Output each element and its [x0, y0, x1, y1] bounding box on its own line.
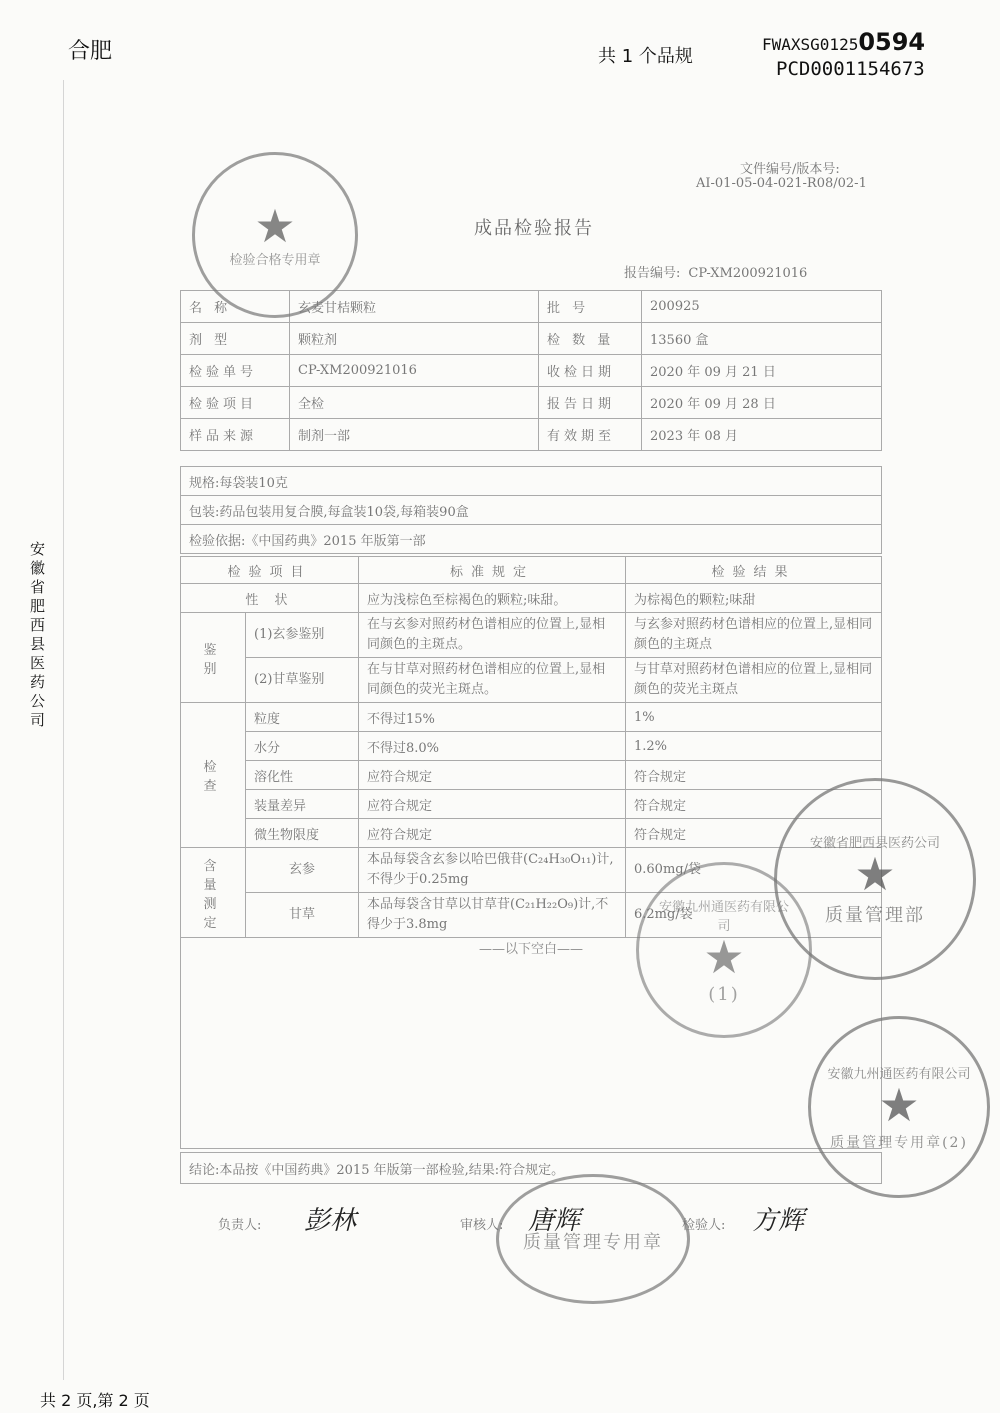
table-row [181, 525, 882, 554]
appearance-std: 应为浅棕色至棕褐色的颗粒;味甜。 [359, 584, 626, 613]
c2-std: 不得过8.0% [359, 732, 626, 761]
inspector-label: 检验人: [682, 1218, 726, 1233]
conclusion-text: 结论:本品按《中国药典》2015 年版第一部检验,结果:符合规定。 [181, 1153, 882, 1184]
header-item: 检验项目 [181, 557, 359, 584]
table-row [181, 355, 882, 387]
inspect-date-value: 2020 年 09 月 21 日 [642, 355, 882, 387]
table-row [181, 732, 882, 761]
item-value: 全检 [290, 387, 539, 419]
inspect-date-label: 收检日期 [539, 355, 642, 387]
c1-res: 1% [626, 703, 882, 732]
c3-label: 溶化性 [246, 761, 359, 790]
header-standard: 标准规定 [359, 557, 626, 584]
form-value: 颗粒剂 [290, 323, 539, 355]
table-row [181, 323, 882, 355]
c3-std: 应符合规定 [359, 761, 626, 790]
stamp-jzt2-name: 安徽九州通医药有限公司 [827, 1066, 971, 1082]
star-icon: ★ [878, 1077, 920, 1132]
a1-res: 0.60mg/袋 [626, 848, 882, 893]
expiry-label: 有效期至 [539, 419, 642, 451]
c2-label: 水分 [246, 732, 359, 761]
table-row [181, 557, 882, 584]
table-row [181, 1153, 882, 1184]
report-no-value: CP-XM200921016 [688, 266, 808, 281]
reviewer-signature: 彭林 [304, 1206, 357, 1236]
expiry-value: 2023 年 08 月 [642, 419, 882, 451]
conclusion-table [180, 1152, 882, 1184]
c5-std: 应符合规定 [359, 819, 626, 848]
file-no: AI-01-05-04-021-R08/02-1 [696, 176, 867, 191]
star-icon: ★ [703, 929, 745, 984]
c4-std: 应符合规定 [359, 790, 626, 819]
appearance-res: 为棕褐色的颗粒;味甜 [626, 584, 882, 613]
table-row [181, 467, 882, 496]
id2-std: 在与甘草对照药材色谱相应的位置上,显相同颜色的荧光主斑点。 [359, 658, 626, 703]
table-row [181, 790, 882, 819]
report-no-label: 报告编号: [624, 266, 681, 281]
id1-res: 与玄参对照药材色谱相应的位置上,显相同颜色的主斑点 [626, 613, 882, 658]
batch-value: 200925 [642, 291, 882, 323]
stamp-jzt2-foot: 质量管理专用章(2) [830, 1134, 968, 1151]
stamp-jzt-2 [808, 1016, 990, 1198]
c4-res: 符合规定 [626, 790, 882, 819]
reviewer-label: 负责人: [218, 1218, 262, 1233]
page-footer: 共 2 页,第 2 页 [40, 1391, 150, 1410]
auditor-signature: 唐辉 [528, 1206, 581, 1236]
qty-value: 13560 盒 [642, 323, 882, 355]
appearance-label: 性 状 [181, 584, 359, 613]
c3-res: 符合规定 [626, 761, 882, 790]
name-label: 名 称 [181, 291, 290, 323]
packing-text: 包装:药品包装用复合膜,每盒装10袋,每箱装90盒 [181, 496, 882, 525]
table-row [181, 703, 882, 732]
header-city: 合肥 [68, 39, 113, 64]
stamp-feixi-name: 安徽省肥西县医药公司 [809, 835, 940, 851]
auditor-label: 审核人: [460, 1218, 504, 1233]
table-row [181, 613, 882, 658]
source-value: 制剂一部 [290, 419, 539, 451]
id1-std: 在与玄参对照药材色谱相应的位置上,显相同颜色的主斑点。 [359, 613, 626, 658]
report-number [624, 262, 807, 281]
table-row [181, 496, 882, 525]
table-row [181, 584, 882, 613]
a2-res: 6.2mg/袋 [626, 893, 882, 938]
c5-res: 符合规定 [626, 819, 882, 848]
c1-label: 粒度 [246, 703, 359, 732]
stamp-inspection-name: 检验合格专用章 [229, 252, 321, 268]
sample-no-value: CP-XM200921016 [290, 355, 539, 387]
table-row [181, 387, 882, 419]
stamp-jzt1-foot: (1) [708, 983, 740, 1005]
stamp-quality-name: 质量管理专用章 [523, 1232, 663, 1253]
identification-group: 鉴 别 [181, 613, 246, 703]
c1-std: 不得过15% [359, 703, 626, 732]
a1-label: 玄参 [246, 848, 359, 893]
a2-std: 本品每袋含甘草以甘草苷(C₂₁H₂₂O₉)计,不得少于3.8mg [359, 893, 626, 938]
header-code-suffix: 0594 [858, 28, 926, 56]
id2-res: 与甘草对照药材色谱相应的位置上,显相同颜色的荧光主斑点 [626, 658, 882, 703]
c2-res: 1.2% [626, 732, 882, 761]
name-value: 玄麦甘桔颗粒 [290, 291, 539, 323]
spec-table [180, 466, 882, 554]
stamp-quality [496, 1174, 690, 1304]
document-title: 成品检验报告 [474, 218, 594, 239]
side-note: 安徽省肥西县医药公司 [30, 540, 46, 729]
id2-label: (2)甘草鉴别 [246, 658, 359, 703]
report-date-value: 2020 年 09 月 28 日 [642, 387, 882, 419]
c4-label: 装量差异 [246, 790, 359, 819]
table-row [181, 419, 882, 451]
batch-label: 批 号 [539, 291, 642, 323]
header-code [762, 28, 925, 56]
stamp-jzt-1 [636, 862, 812, 1038]
item-label: 检验项目 [181, 387, 290, 419]
qty-label: 检 数 量 [539, 323, 642, 355]
sample-no-label: 检验单号 [181, 355, 290, 387]
header-code-prefix: FWAXSG0125 [762, 35, 859, 54]
a2-label: 甘草 [246, 893, 359, 938]
table-row [181, 819, 882, 848]
a1-std: 本品每袋含玄参以哈巴俄苷(C₂₄H₃₀O₁₁)计,不得少于0.25mg [359, 848, 626, 893]
binding-line [63, 80, 64, 1380]
table-row [181, 658, 882, 703]
source-label: 样品来源 [181, 419, 290, 451]
id1-label: (1)玄参鉴别 [246, 613, 359, 658]
file-no-label: 文件编号/版本号: [740, 162, 840, 177]
basis-text: 检验依据:《中国药典》2015 年版第一部 [181, 525, 882, 554]
check-group: 检 查 [181, 703, 246, 848]
inspector-signature: 方辉 [752, 1206, 805, 1236]
report-date-label: 报告日期 [539, 387, 642, 419]
star-icon: ★ [854, 846, 896, 901]
assay-group: 含 量 测 定 [181, 848, 246, 938]
stamp-inspection [192, 152, 358, 318]
form-label: 剂 型 [181, 323, 290, 355]
spec-text: 规格:每袋装10克 [181, 467, 882, 496]
header-result: 检验结果 [626, 557, 882, 584]
table-row [181, 761, 882, 790]
end-mark: ——以下空白—— [181, 938, 882, 1149]
stamp-feixi-foot: 质量管理部 [825, 904, 925, 926]
c5-label: 微生物限度 [246, 819, 359, 848]
stamp-jzt1-name: 安徽九州通医药有限公司 [658, 899, 789, 934]
header-count: 共 1 个品规 [598, 46, 693, 67]
star-icon: ★ [254, 198, 296, 253]
header-pcd: PCD0001154673 [776, 58, 925, 80]
